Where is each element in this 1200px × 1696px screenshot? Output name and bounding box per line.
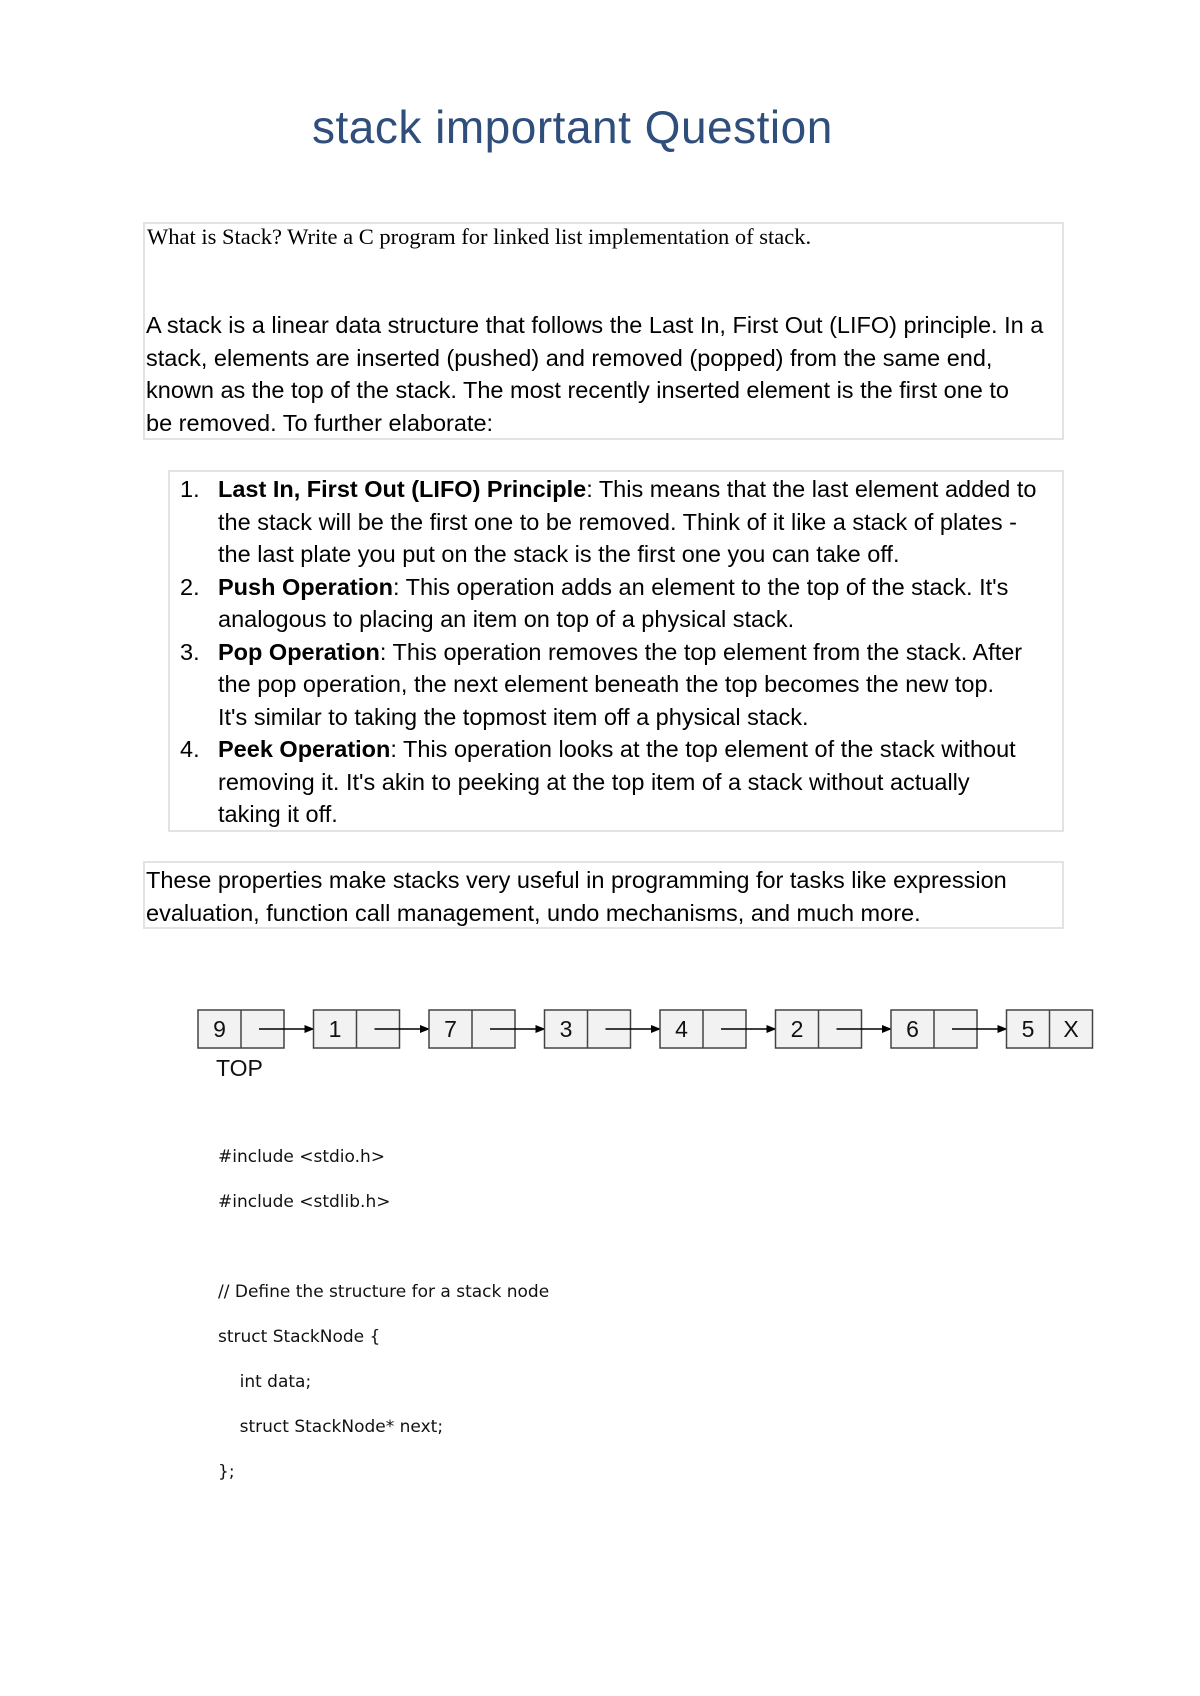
- node-value: 4: [675, 1016, 688, 1042]
- property-text: the pop operation, the next element beneath the top becomes the new top.: [218, 671, 995, 697]
- code-line: int data;: [218, 1372, 312, 1392]
- property-text: analogous to placing an item on top of a physical stack.: [218, 606, 795, 632]
- code-line: struct StackNode* next;: [218, 1417, 444, 1437]
- list-node: [660, 1010, 776, 1048]
- property-item: [180, 473, 1070, 571]
- top-label: TOP: [216, 1055, 263, 1081]
- list-number: 1.: [180, 476, 200, 502]
- list-node: [545, 1010, 661, 1048]
- property-text: : This operation looks at the top element of the stack without: [390, 736, 1016, 762]
- list-number: 4.: [180, 736, 200, 762]
- closing-line: evaluation, function call management, undo mechanisms, and much more.: [146, 900, 921, 926]
- code-line: #include <stdio.h>: [218, 1147, 386, 1167]
- intro-line: be removed. To further elaborate:: [146, 409, 494, 436]
- page-title: stack important Question: [312, 101, 833, 153]
- property-text: the stack will be the first one to be removed. Think of it like a stack of plates -: [218, 508, 1017, 535]
- property-item: [180, 571, 1070, 636]
- code-line: struct StackNode {: [218, 1327, 381, 1347]
- intro-line: stack, elements are inserted (pushed) and removed (popped) from the same end,: [146, 344, 993, 371]
- property-text: : This means that the last element added to: [586, 476, 1037, 502]
- node-value: 2: [790, 1016, 804, 1042]
- linked-list-diagram: [0, 960, 1200, 1090]
- null-terminator: X: [1063, 1016, 1079, 1042]
- code-line: // Define the structure for a stack node: [218, 1282, 550, 1302]
- property-text: the last plate you put on the stack is the first one you can take off.: [218, 541, 900, 567]
- question-text: What is Stack? Write a C program for linked list implementation of stack.: [147, 224, 812, 249]
- property-item: [180, 636, 1070, 734]
- list-node: [429, 1010, 545, 1048]
- node-value: 3: [559, 1016, 573, 1042]
- properties-list: [180, 473, 1070, 831]
- property-term: Push Operation: [218, 573, 393, 600]
- closing-line: These properties make stacks very useful in programming for tasks like expression: [146, 867, 1007, 893]
- property-text: It's similar to taking the topmost item off a physical stack.: [218, 703, 809, 730]
- list-node: [198, 1010, 314, 1048]
- list-number: 3.: [180, 638, 200, 665]
- property-text: : This operation removes the top element from the stack. After: [379, 638, 1023, 665]
- code-line: #include <stdlib.h>: [218, 1192, 391, 1212]
- intro-line: A stack is a linear data structure that follows the Last In, First Out (LIFO) principle. In a: [146, 312, 1044, 338]
- node-value: 7: [444, 1016, 457, 1042]
- node-value: 1: [328, 1016, 342, 1042]
- list-node: [891, 1010, 1007, 1048]
- list-node: [776, 1010, 892, 1048]
- intro-line: known as the top of the stack. The most recently inserted element is the first one to: [146, 377, 1009, 403]
- intro-paragraph: [146, 309, 1064, 439]
- list-number: 2.: [180, 573, 200, 600]
- code-line: };: [218, 1462, 235, 1482]
- property-item: [180, 733, 1070, 831]
- property-text: taking it off.: [218, 801, 338, 827]
- property-term: Last In, First Out (LIFO) Principle: [218, 476, 587, 502]
- property-term: Peek Operation: [218, 736, 391, 762]
- node-value: 9: [213, 1016, 226, 1042]
- list-node: [1007, 1010, 1093, 1048]
- node-value: 6: [906, 1016, 919, 1042]
- list-node: [314, 1010, 430, 1048]
- closing-paragraph: [146, 864, 1007, 930]
- property-term: Pop Operation: [218, 638, 380, 665]
- property-text: : This operation adds an element to the top of the stack. It's: [392, 573, 1009, 600]
- property-text: removing it. It's akin to peeking at the top item of a stack without actually: [218, 768, 970, 795]
- node-value: 5: [1021, 1016, 1035, 1042]
